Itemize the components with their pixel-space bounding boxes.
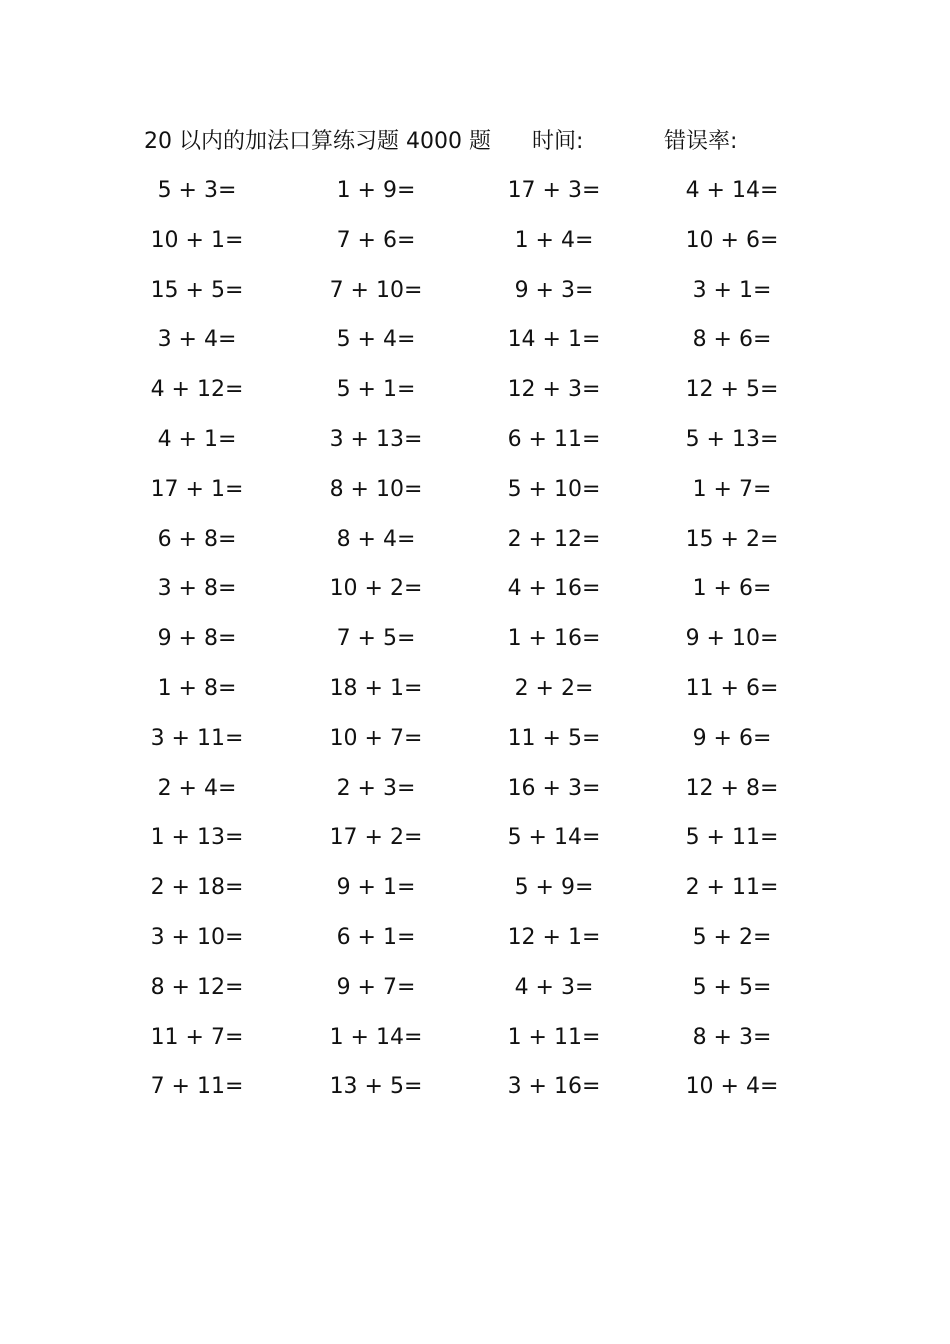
addition-problem: 10 + 2= [329,576,423,602]
problem-row [0,813,950,863]
addition-problem: 4 + 1= [157,426,237,452]
addition-problem: 5 + 3= [157,178,237,203]
addition-problem: 4 + 14= [685,178,779,203]
addition-problem: 6 + 1= [336,924,416,950]
addition-problem: 16 + 3= [507,775,601,801]
worksheet-header [0,124,950,160]
addition-problem: 13 + 5= [329,1074,423,1100]
problem-row [0,1062,950,1112]
addition-problem: 10 + 7= [329,725,423,751]
addition-problem: 12 + 3= [507,377,601,403]
error-rate-label: 错误率: [664,129,738,154]
addition-problem: 1 + 16= [507,626,601,652]
addition-problem: 5 + 1= [336,377,416,403]
problem-row [0,863,950,913]
problem-row [0,166,950,216]
addition-problem: 15 + 5= [150,277,244,303]
addition-problem: 8 + 3= [692,1024,772,1050]
addition-problem: 17 + 1= [150,476,244,502]
problem-row [0,216,950,266]
problem-row [0,415,950,465]
addition-problem: 6 + 11= [507,426,601,452]
addition-problem: 9 + 3= [514,277,594,303]
addition-problem: 2 + 4= [157,775,237,801]
addition-problem: 9 + 6= [692,725,772,751]
addition-problem: 5 + 4= [336,327,416,353]
addition-problem: 2 + 18= [150,875,244,901]
addition-problem: 4 + 3= [514,974,594,1000]
addition-problem: 11 + 7= [150,1024,244,1050]
addition-problem: 2 + 3= [336,775,416,801]
addition-problem: 2 + 2= [514,675,594,701]
problem-row [0,564,950,614]
addition-problem: 12 + 5= [685,377,779,403]
addition-problem: 2 + 11= [685,875,779,901]
addition-problem: 6 + 8= [157,526,237,552]
problem-row [0,1013,950,1063]
addition-problem: 9 + 1= [336,875,416,901]
addition-problem: 12 + 8= [685,775,779,801]
addition-problem: 5 + 2= [692,924,772,950]
problem-row [0,764,950,814]
addition-problem: 5 + 11= [685,825,779,851]
addition-problem: 8 + 4= [336,526,416,552]
addition-problem: 7 + 11= [150,1074,244,1100]
addition-problem: 10 + 6= [685,227,779,253]
addition-problem: 1 + 8= [157,675,237,701]
addition-problem: 3 + 16= [507,1074,601,1100]
addition-problem: 7 + 5= [336,626,416,652]
addition-problem: 1 + 7= [692,476,772,502]
addition-problem: 15 + 2= [685,526,779,552]
addition-problem: 1 + 13= [150,825,244,851]
addition-problem: 4 + 12= [150,377,244,403]
addition-problem: 3 + 1= [692,277,772,303]
problem-row [0,315,950,365]
addition-problem: 5 + 13= [685,426,779,452]
addition-problem: 8 + 12= [150,974,244,1000]
addition-problem: 4 + 16= [507,576,601,602]
problem-row [0,714,950,764]
addition-problem: 5 + 9= [514,875,594,901]
problem-row [0,365,950,415]
addition-problem: 5 + 14= [507,825,601,851]
problem-row [0,963,950,1013]
addition-problem: 18 + 1= [329,675,423,701]
addition-problem: 3 + 11= [150,725,244,751]
addition-problem: 1 + 14= [329,1024,423,1050]
addition-problem: 17 + 3= [507,178,601,203]
addition-problem: 3 + 13= [329,426,423,452]
addition-problem: 11 + 5= [507,725,601,751]
addition-problem: 1 + 6= [692,576,772,602]
addition-problem: 5 + 5= [692,974,772,1000]
problem-row [0,465,950,515]
addition-problem: 7 + 10= [329,277,423,303]
addition-problem: 14 + 1= [507,327,601,353]
addition-problem: 12 + 1= [507,924,601,950]
addition-problem: 10 + 4= [685,1074,779,1100]
addition-problem: 17 + 2= [329,825,423,851]
problem-row [0,515,950,565]
addition-problem: 5 + 10= [507,476,601,502]
addition-problem: 8 + 10= [329,476,423,502]
addition-problem: 3 + 8= [157,576,237,602]
addition-problem: 9 + 7= [336,974,416,1000]
problem-row [0,614,950,664]
addition-problem: 8 + 6= [692,327,772,353]
addition-problem: 11 + 6= [685,675,779,701]
addition-problem: 3 + 4= [157,327,237,353]
addition-problem: 10 + 1= [150,227,244,253]
addition-problem: 9 + 8= [157,626,237,652]
addition-problem: 3 + 10= [150,924,244,950]
addition-problem: 1 + 4= [514,227,594,253]
addition-problem: 1 + 11= [507,1024,601,1050]
addition-problem: 7 + 6= [336,227,416,253]
addition-problem: 9 + 10= [685,626,779,652]
problem-row [0,913,950,963]
time-label: 时间: [532,129,584,154]
problem-row [0,266,950,316]
addition-problem: 2 + 12= [507,526,601,552]
addition-problem: 1 + 9= [336,178,416,203]
problem-grid [0,166,950,1112]
problem-row [0,664,950,714]
worksheet-title: 20 以内的加法口算练习题 4000 题 [144,129,491,154]
